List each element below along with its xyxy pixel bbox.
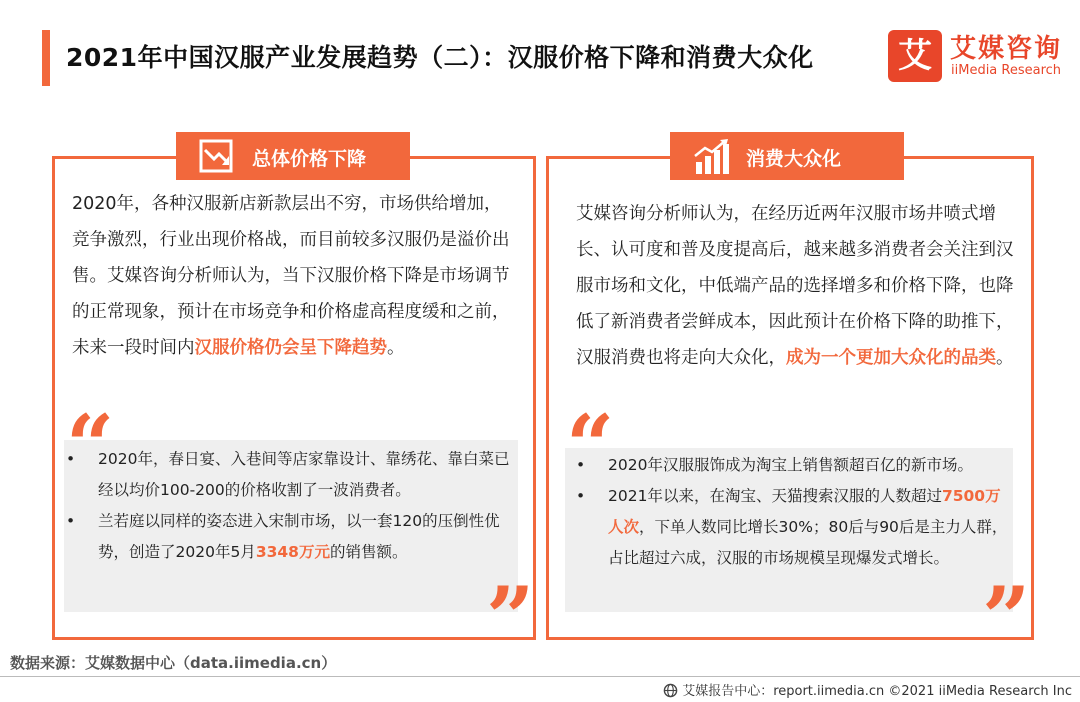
logo-mark: 艾: [898, 36, 932, 76]
paragraph-highlight: 成为一个更加大众化的品类: [786, 348, 996, 368]
paragraph-text: 艾媒咨询分析师认为，在经历近两年汉服市场井喷式增长、认可度和普及度提高后，越来越多消费者会关注到汉服市场和文化，中低端产品的选择增多和价格下降，也降低了新消费者尝鲜成本，因此预计在价格下降的助推下，汉服消费也将走向大众化，: [576, 204, 1014, 368]
footer-report-text: 艾媒报告中心：report.iimedia.cn ©2021 iiMedia Research Inc: [682, 684, 1072, 699]
bullet-highlight: 3348万元: [255, 543, 330, 561]
trend-down-icon: [198, 138, 236, 174]
logo-name-en: iiMedia Research: [951, 63, 1062, 78]
left-bullet-list: [64, 444, 510, 568]
left-panel-paragraph: [72, 186, 514, 366]
close-quote-icon: ”: [486, 568, 535, 667]
open-quote-icon: “: [566, 396, 615, 495]
right-bullet-list: [574, 450, 1014, 574]
bullet-text: 兰若庭以同样的姿态进入宋制市场，以一套120的压倒性优势，创造了2020年5月: [98, 512, 500, 561]
logo: [888, 30, 942, 82]
list-item: [64, 506, 510, 568]
bullet-highlight: 7500万人次: [608, 487, 1001, 536]
close-quote-icon: ”: [982, 568, 1031, 667]
open-quote-icon: “: [66, 396, 115, 495]
left-panel-tab-label: 总体价格下降: [252, 148, 367, 170]
right-panel-tab-label: 消费大众化: [746, 148, 842, 170]
list-item: • 2020年汉服服饰成为淘宝上销售额超百亿的新市场。: [574, 450, 1014, 481]
data-source: 数据来源：艾媒数据中心（data.iimedia.cn）: [10, 654, 337, 672]
bullet-text: 2021年以来，在淘宝、天猫搜索汉服的人数超过: [608, 487, 942, 505]
right-panel-paragraph: [576, 196, 1016, 376]
list-item: [574, 481, 1014, 574]
footer-divider: [0, 676, 1080, 677]
paragraph-end: 。: [387, 338, 405, 358]
left-panel-tab: [176, 132, 410, 180]
logo-name-cn: 艾媒咨询: [950, 34, 1063, 64]
bar-chart-up-icon: [692, 138, 732, 176]
list-item: • 2020年，春日宴、入巷间等店家靠设计、靠绣花、靠白菜已经以均价100-200的价格收割了一波消费者。: [64, 444, 510, 506]
footer-report: [663, 680, 1072, 699]
globe-icon: [663, 683, 678, 698]
paragraph-end: 。: [996, 348, 1014, 368]
page-title: 2021年中国汉服产业发展趋势（二）：汉服价格下降和消费大众化: [66, 43, 814, 72]
paragraph-text: 2020年，各种汉服新店新款层出不穷，市场供给增加，竞争激烈，行业出现价格战，而目前较多汉服仍是溢价出售。艾媒咨询分析师认为，当下汉服价格下降是市场调节的正常现象，预计在市场竞争和价格虚高程度缓和之前，未来一段时间内: [72, 194, 510, 358]
bullet-text: 的销售额。: [329, 543, 408, 561]
paragraph-highlight: 汉服价格仍会呈下降趋势: [194, 338, 387, 358]
right-panel-tab: [670, 132, 904, 180]
title-accent-bar: [42, 30, 50, 86]
bullet-text: ，下单人数同比增长30%；80后与90后是主力人群，占比超过六成，汉服的市场规模呈现爆发式增长。: [608, 518, 1008, 567]
